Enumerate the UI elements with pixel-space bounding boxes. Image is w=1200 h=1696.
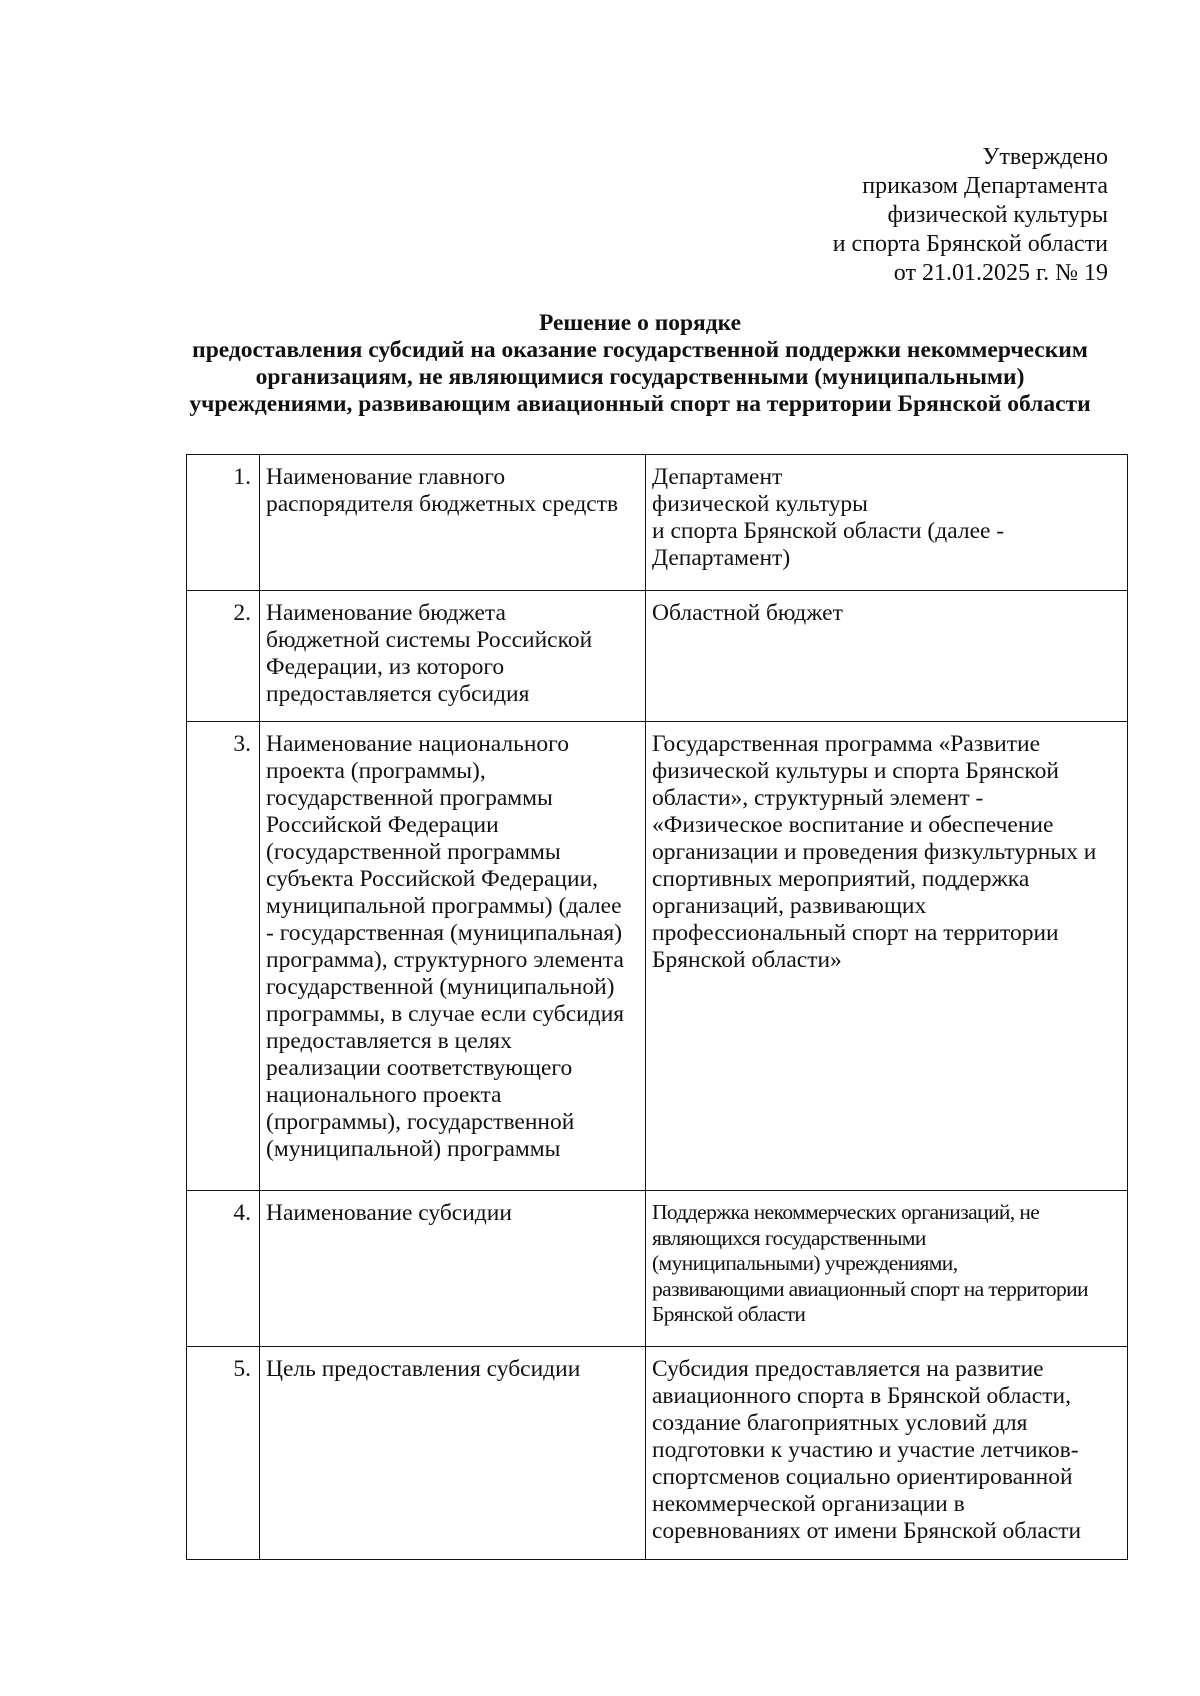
row-value-cell <box>646 1191 1128 1347</box>
row-name-cell <box>260 1347 646 1560</box>
row-value-cell <box>646 722 1128 1191</box>
table-row <box>187 1191 1128 1347</box>
row-name: Наименование национального проекта (программы), государственной программы Российской Федерации (государственной программы субъекта Российской Федерации, муниципальной программы) (далее - государственная (муниципальная) программа), структурного элемента государственной (муниципальной) программы, в случае если субсидия предоставляется в целях реализации соответствующего национального проекта (программы), государственной (муниципальной) программы <box>266 731 625 1162</box>
approval-line: приказом Департамента <box>862 173 1108 199</box>
table-row <box>187 1347 1128 1560</box>
row-value-cell <box>646 591 1128 722</box>
approval-stamp <box>833 143 1108 288</box>
row-name-cell <box>260 591 646 722</box>
approval-line: от 21.01.2025 г. № 19 <box>893 260 1108 286</box>
row-name: Цель предоставления субсидии <box>266 1356 581 1382</box>
approval-line: физической культуры <box>887 202 1108 228</box>
document-title <box>170 310 1110 418</box>
title-line: Решение о порядке <box>538 310 742 336</box>
row-name: Наименование главного распорядителя бюджетных средств <box>266 464 619 517</box>
approval-line: Утверждено <box>982 144 1108 170</box>
row-number: 1. <box>187 455 260 591</box>
row-value-cell <box>646 455 1128 591</box>
row-name-cell <box>260 722 646 1191</box>
row-value-cell <box>646 1347 1128 1560</box>
title-line: организациям, не являющимися государственными (муниципальными) <box>255 364 1025 390</box>
subsidy-table <box>186 454 1128 1560</box>
row-number: 5. <box>187 1347 260 1560</box>
row-value: Субсидия предоставляется на развитие авиационного спорта в Брянской области, создание благоприятных условий для подготовки к участию и участие летчиков- спортсменов социально ориентированной некоммерческой организации в соревнованиях от имени Брянской области <box>652 1356 1082 1544</box>
row-name-cell <box>260 1191 646 1347</box>
row-name-cell <box>260 455 646 591</box>
approval-line: и спорта Брянской области <box>832 231 1108 257</box>
table-row <box>187 591 1128 722</box>
table-row <box>187 722 1128 1191</box>
row-value: Департамент физической культуры и спорта Брянской области (далее - Департамент) <box>652 464 1005 571</box>
title-line: предоставления субсидий на оказание государственной поддержки некоммерческим <box>192 337 1088 363</box>
title-line: учреждениями, развивающим авиационный спорт на территории Брянской области <box>189 391 1091 417</box>
row-name: Наименование бюджета бюджетной системы Российской Федерации, из которого предоставляется субсидия <box>266 600 593 707</box>
row-number: 2. <box>187 591 260 722</box>
row-value: Государственная программа «Развитие физической культуры и спорта Брянской области», структурный элемент - «Физическое воспитание и обеспечение организации и проведения физкультурных и спортивных мероприятий, поддержка организаций, развивающих профессиональный спорт на территории Брянской области» <box>652 731 1097 973</box>
row-number: 4. <box>187 1191 260 1347</box>
row-value: Областной бюджет <box>652 600 843 626</box>
row-number: 3. <box>187 722 260 1191</box>
table-row <box>187 455 1128 591</box>
row-value: Поддержка некоммерческих организаций, не являющихся государственными (муниципальными) учреждениями, развивающими авиационный спорт на территории Брянской области <box>652 1200 1088 1326</box>
row-name: Наименование субсидии <box>266 1200 512 1226</box>
